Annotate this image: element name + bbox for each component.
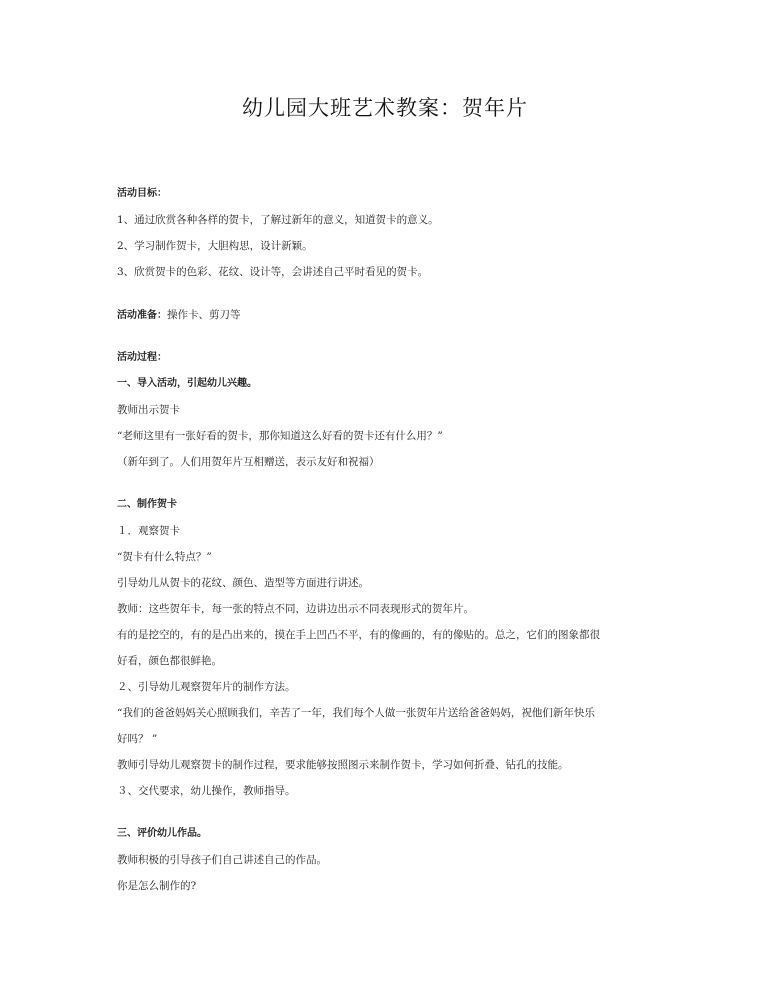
prep-label: 活动准备： — [117, 310, 167, 321]
goal-item-2: 2、学习制作贺卡，大胆构思，设计新颖。 — [117, 240, 313, 252]
section2-line-4: 教师：这些贺年卡，每一张的特点不同，边讲边出示不同表现形式的贺年片。 — [117, 603, 474, 615]
prep-line — [117, 308, 241, 323]
section2-line-9: 好吗？ ” — [117, 733, 158, 745]
section2-line-6: 好看，颜色都很鲜艳。 — [117, 655, 222, 667]
section2-line-5: 有的是挖空的，有的是凸出来的，摸在手上凹凸不平，有的像画的，有的像贴的。总之，它们的图象都很 — [117, 629, 600, 641]
prep-value: 操作卡、剪刀等 — [167, 309, 241, 321]
page-title: 幼儿园大班艺术教案：贺年片 — [242, 96, 528, 120]
section2-line-3: 引导幼儿从贺卡的花纹、颜色、造型等方面进行讲述。 — [117, 577, 369, 589]
section1-line-1: 教师出示贺卡 — [117, 404, 180, 416]
section2-line-8: “我们的爸爸妈妈关心照顾我们，辛苦了一年，我们每个人做一张贺年片送给爸爸妈妈，祝他们新年快乐 — [117, 707, 595, 719]
section2-line-7: ２、引导幼儿观察贺年片的制作方法。 — [117, 681, 296, 693]
section3-line-2: 你是怎么制作的? — [117, 880, 197, 892]
goals-heading: 活动目标： — [117, 188, 167, 199]
section2-heading: 二、制作贺卡 — [117, 499, 177, 510]
process-heading: 活动过程： — [117, 352, 167, 363]
section2-line-1: １．观察贺卡 — [117, 525, 180, 537]
section1-line-3: （新年到了。人们用贺年片互相赠送，表示友好和祝福） — [117, 456, 380, 468]
section1-heading: 一、导入活动，引起幼儿兴趣。 — [117, 378, 257, 389]
goal-item-1: 1、通过欣赏各种各样的贺卡，了解过新年的意义，知道贺卡的意义。 — [117, 214, 439, 226]
section2-line-10: 教师引导幼儿观察贺卡的制作过程，要求能够按照图示来制作贺卡，学习如何折叠、钻孔的技能。 — [117, 759, 569, 771]
section2-line-2: “贺卡有什么特点？” — [117, 551, 212, 563]
section3-line-1: 教师积极的引导孩子们自己讲述自己的作品。 — [117, 854, 327, 866]
goal-item-3: 3、欣赏贺卡的色彩、花纹、设计等，会讲述自己平时看见的贺卡。 — [117, 266, 429, 278]
section2-line-11: ３、交代要求，幼儿操作，教师指导。 — [117, 785, 296, 797]
section1-line-2: “老师这里有一张好看的贺卡，那你知道这么好看的贺卡还有什么用？” — [117, 430, 443, 442]
section3-heading: 三、评价幼儿作品。 — [117, 828, 207, 839]
